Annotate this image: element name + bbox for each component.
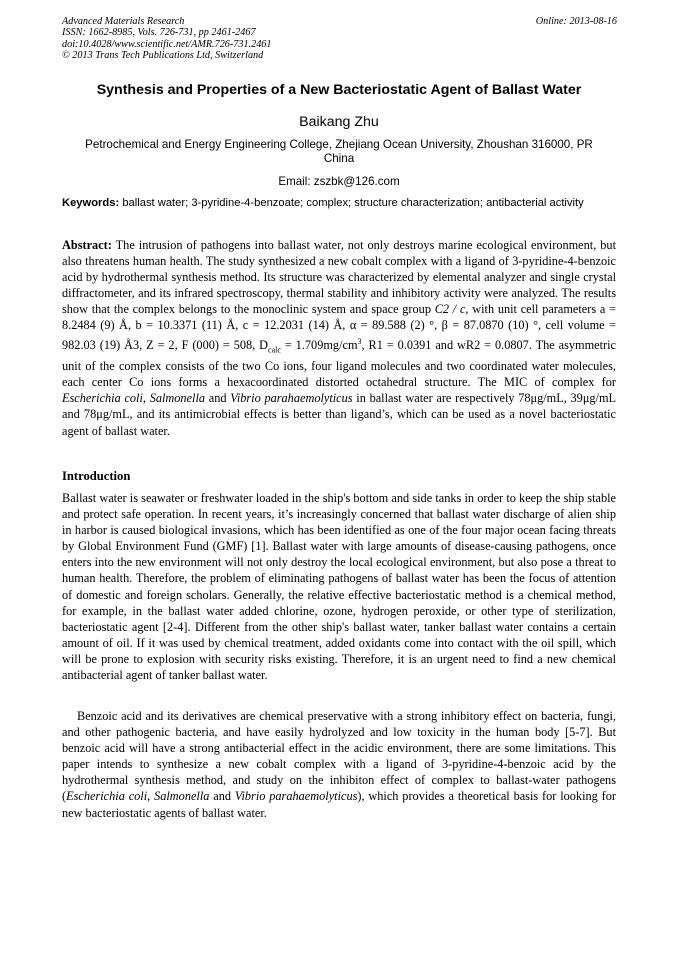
abstract [62, 237, 616, 439]
space-group: C2 / c [434, 302, 466, 317]
intro-sep: , [147, 789, 155, 804]
keywords-text: ballast water; 3-pyridine-4-benzoate; complex; structure characterization; antibacterial activity [122, 197, 584, 209]
salmonella-name: Salmonella [149, 391, 206, 406]
vibrio-name: Vibrio parahaemolyticus [230, 391, 353, 406]
keywords-label: Keywords: [62, 197, 120, 209]
affiliation: Petrochemical and Energy Engineering College, Zhejiang Ocean University, Zhoushan 316000, PR China [85, 138, 593, 166]
issn-line: ISSN: 1662-8985, Vols. 726-731, pp 2461-2467 [62, 27, 256, 39]
copyright-line: © 2013 Trans Tech Publications Ltd, Switzerland [62, 49, 264, 61]
journal-header [62, 16, 617, 61]
journal-name: Advanced Materials Research [62, 16, 185, 27]
abstract-comma: , [142, 391, 146, 406]
abstract-and: and [208, 391, 227, 406]
abstract-label: Abstract: [62, 238, 112, 252]
author-name: Baikang Zhu [299, 114, 379, 130]
intro-ecoli-name: Escherichia coli [66, 789, 148, 804]
doi-line: doi:10.4028/www.scientific.net/AMR.726-731.2461 [62, 38, 272, 50]
abstract-text-2: , with unit cell parameters a = 8.2484 (9) Å, b = 10.3371 (11) Å, c = 12.2031 (14) Å, α = 89.588 (2) °, β = 87.0870 (10) °, cell volume = 982.03 (19) Å3, Z = 2, F (000) = 508, D [62, 302, 616, 352]
intro-paragraph-1: Ballast water is seawater or freshwater loaded in the ship's bottom and side tanks in order to keep the ship stable and protect safe operation. In recent years, it’s increasingly concerned that ballast water discharge of alien ship in harbor is caused biological invasions, which has been identified as one of the four major ocean facing threats by Global Environment Fund (GMF) [1]. Ballast water with large amounts of disease-causing pathogens, once enters into the new environment will not only destroy the local ecological environment, but also pose a threat to human health. Therefore, the problem of eliminating pathogens of ballast water has been the focus of attention of domestic and foreign scholars. Generally, the relative effective bacteriostatic method is a chemical method, for example, in the ballast water added chlorine, ozone, hydrogen peroxide, or other type of sterilization, bacteriostatic agent [2-4]. Different from the other ship's ballast water, tanker ballast water contains a certain amount of oil. If it was used by chemical treatment, added oxidants come into contact with the oil spill, which will be prone to explosion with security risks existing. Therefore, it is an urgent need to find a new chemical antibacterial agent of tanker ballast water. [62, 491, 616, 683]
intro-and: and [209, 789, 235, 804]
dcalc-subscript: calc [268, 345, 281, 355]
intro-p2-text-b: ), which provides a theoretical basis for looking for new bacteriostatic agents of ballast water. [62, 789, 616, 820]
author-email: Email: zszbk@126.com [278, 175, 400, 188]
keywords [62, 196, 616, 211]
intro-p2-text-a: Benzoic acid and its derivatives are chemical preservative with a strong inhibitory effect on bacteria, fungi, and other pathogenic bacteria, and have easily hydrolyzed and low toxicity in the human body [5-7]. But benzoic acid will have a strong antibacterial effect in the acidic environment, there are some limitations. This paper intends to synthesize a new cobalt complex with a ligand of 3-pyridine-4-benzoic acid by the hydrothermal synthesis method, and study on the inhibiton effect of complex to ballast-water pathogens ( [62, 709, 616, 804]
online-date: Online: 2013-08-16 [535, 16, 617, 27]
abstract-text-5: in ballast water are respectively 78μg/mL, 39μg/mL and 78μg/mL, and its antimicrobial effects is better than ligand’s, which can be used as a novel bacteriostatic agent of ballast water. [62, 391, 617, 438]
ecoli-name: Escherichia coli [62, 391, 143, 406]
abstract-text-3: = 1.709mg/cm [280, 337, 358, 352]
intro-paragraph-2 [62, 708, 616, 821]
cubic-superscript: 3 [357, 336, 362, 346]
abstract-text-4: , R1 = 0.0391 and wR2 = 0.0807. The asymmetric unit of the complex consists of the two Co ions, four ligand molecules and two coordinated water molecules, each center Co ions forms a hexacoordinated distorted octahedral structure. The MIC of complex for [62, 337, 616, 390]
introduction-heading: Introduction [62, 469, 131, 483]
paper-title: Synthesis and Properties of a New Bacteriostatic Agent of Ballast Water [96, 82, 582, 98]
intro-salmonella-name: Salmonella [154, 789, 210, 804]
abstract-text-1: The intrusion of pathogens into ballast water, not only destroys marine ecological environment, but also threatens human health. The study synthesized a new cobalt complex with a ligand of 3-pyridine-4-benzoic acid by hydrothermal synthesis method. Its structure was characterized by elemental analyzer and single crystal diffractometer, and its infrared spectroscopy, thermal stability and inhibitory activity were analyzed. The results show that the complex belongs to the monoclinic system and space group [62, 238, 616, 317]
intro-vibrio-name: Vibrio parahaemolyticus [234, 789, 358, 804]
